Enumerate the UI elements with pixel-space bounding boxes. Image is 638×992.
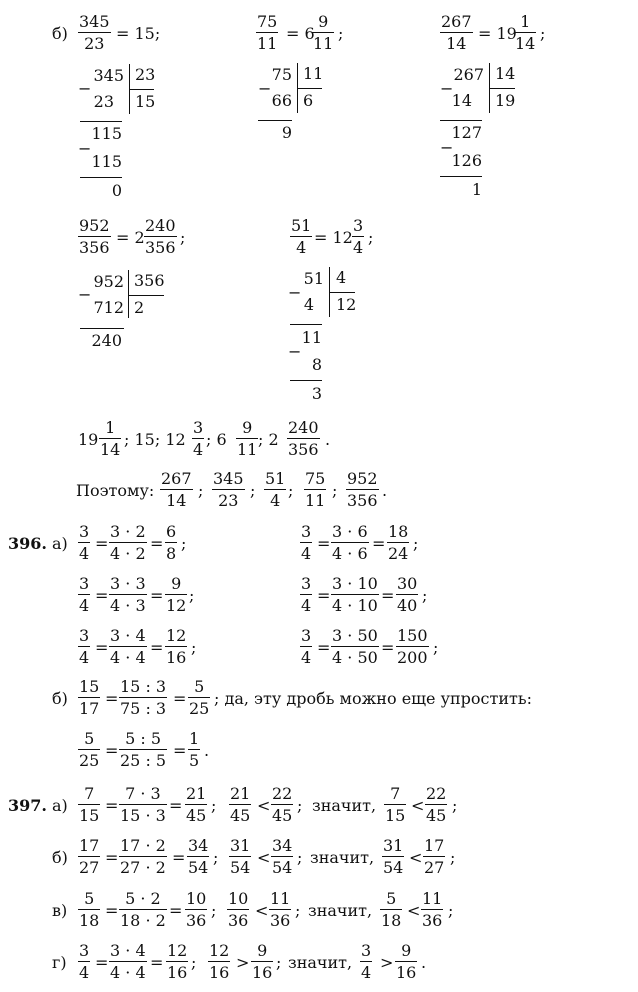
fraction: 31 54 — [230, 836, 251, 877]
fraction: 3 4 — [301, 574, 312, 615]
list-separator: ; — [332, 481, 338, 500]
fraction: 267 14 — [161, 469, 192, 510]
equals-sign: = — [105, 689, 119, 708]
fraction: 240 356 — [145, 216, 176, 257]
minus-sign: − — [440, 138, 454, 157]
part-label: б) — [52, 848, 68, 867]
fraction: 3 · 4 4 · 4 — [110, 941, 146, 982]
equals-sign: = — [95, 638, 109, 657]
equation-text: ; — [368, 228, 374, 247]
problem-number: 397. — [8, 796, 47, 815]
fraction: 150 200 — [397, 626, 428, 667]
equation-text: ; — [338, 24, 344, 43]
list-separator: ; — [250, 481, 256, 500]
equals-sign: = — [105, 741, 119, 760]
list-separator: ; 6 — [206, 430, 227, 449]
period: . — [204, 741, 210, 760]
list-separator: ; 15; 12 — [124, 430, 186, 449]
fraction: 11 36 — [270, 889, 291, 930]
division-divisor: 11 — [303, 64, 324, 83]
division-value: 66 — [271, 91, 292, 110]
fraction: 345 23 — [79, 12, 110, 53]
division-value: 952 — [93, 272, 124, 291]
semicolon: ; — [181, 534, 187, 553]
division-value: 126 — [451, 151, 482, 170]
equals-sign: = — [173, 741, 187, 760]
semicolon: ; — [276, 953, 282, 972]
fraction: 34 54 — [188, 836, 209, 877]
list-separator: ; — [288, 481, 294, 500]
fraction: 7 15 — [79, 784, 100, 825]
equation-text: = 2 — [116, 228, 145, 247]
remark-text: ; да, эту дробь можно еще упростить: — [214, 689, 532, 708]
division-value: 4 — [303, 295, 314, 314]
fraction: 12 16 — [167, 941, 188, 982]
semicolon: ; — [191, 953, 197, 972]
minus-sign: − — [288, 283, 302, 302]
equals-sign: = — [317, 586, 331, 605]
hence-label: Поэтому: — [76, 481, 155, 500]
part-a-label: а) — [52, 534, 68, 553]
semicolon: ; — [295, 901, 301, 920]
relation-sign: < — [407, 901, 421, 920]
division-quotient: 15 — [135, 92, 156, 111]
fraction: 5 25 — [189, 677, 210, 718]
fraction: 75 11 — [305, 469, 326, 510]
division-line — [290, 324, 322, 325]
division-bar — [128, 270, 129, 318]
fraction: 5 18 — [381, 889, 402, 930]
part-label: в) — [52, 901, 68, 920]
semicolon: ; — [448, 901, 454, 920]
fraction: 9 11 — [237, 418, 258, 459]
period: . — [421, 953, 427, 972]
equals-sign: = — [172, 848, 186, 867]
equals-sign: = — [381, 638, 395, 657]
equation-text: ; — [180, 228, 186, 247]
fraction: 11 36 — [422, 889, 443, 930]
semicolon: ; — [422, 586, 428, 605]
division-value: 115 — [91, 152, 122, 171]
relation-sign: < — [257, 848, 271, 867]
relation-sign: > — [380, 953, 394, 972]
semicolon: ; — [211, 901, 217, 920]
fraction: 3 4 — [79, 941, 90, 982]
relation-sign: < — [411, 796, 425, 815]
division-value: 712 — [93, 298, 124, 317]
equation-text: = 15; — [116, 24, 161, 43]
division-quotient: 12 — [336, 295, 357, 314]
fraction: 3 · 6 4 · 6 — [332, 522, 368, 563]
list-separator: . — [325, 430, 331, 449]
minus-sign: − — [78, 139, 92, 158]
mixed-whole: 19 — [78, 430, 99, 449]
division-value: 267 — [453, 65, 484, 84]
division-remainder: 1 — [471, 180, 482, 199]
fraction: 51 4 — [265, 469, 286, 510]
semicolon: ; — [297, 796, 303, 815]
division-quotient: 2 — [134, 298, 145, 317]
equation-text: ; — [540, 24, 546, 43]
division-divisor: 4 — [336, 268, 347, 287]
fraction: 12 16 — [166, 626, 187, 667]
fraction: 9 12 — [166, 574, 187, 615]
fraction: 9 16 — [252, 941, 273, 982]
semicolon: ; — [433, 638, 439, 657]
minus-sign: − — [288, 342, 302, 361]
fraction: 5 : 5 25 : 5 — [120, 729, 167, 770]
semicolon: ; — [413, 534, 419, 553]
division-line — [440, 176, 482, 177]
equals-sign: = — [317, 638, 331, 657]
fraction: 17 27 — [79, 836, 100, 877]
division-bar — [129, 89, 154, 90]
relation-sign: < — [257, 796, 271, 815]
minus-sign: − — [78, 285, 92, 304]
fraction: 240 356 — [288, 418, 319, 459]
fraction: 1 5 — [189, 729, 200, 770]
division-value: 51 — [303, 269, 324, 288]
fraction: 9 11 — [313, 12, 334, 53]
conclusion-word: значит, — [288, 953, 353, 972]
semicolon: ; — [452, 796, 458, 815]
fraction: 17 27 — [424, 836, 445, 877]
equation-text: = 6 — [286, 24, 315, 43]
fraction: 7 · 3 15 · 3 — [120, 784, 166, 825]
minus-sign: − — [258, 79, 272, 98]
semicolon: ; — [189, 586, 195, 605]
fraction: 3 4 — [361, 941, 372, 982]
part-b-label: б) — [52, 24, 68, 43]
relation-sign: < — [255, 901, 269, 920]
fraction: 31 54 — [383, 836, 404, 877]
division-remainder: 9 — [281, 123, 292, 142]
equals-sign: = — [105, 796, 119, 815]
fraction: 18 24 — [388, 522, 409, 563]
part-label: а) — [52, 796, 68, 815]
fraction: 7 15 — [385, 784, 406, 825]
minus-sign: − — [78, 79, 92, 98]
fraction: 30 40 — [397, 574, 418, 615]
list-separator: ; 2 — [258, 430, 279, 449]
fraction: 952 356 — [79, 216, 110, 257]
equals-sign: = — [173, 689, 187, 708]
division-line — [258, 120, 292, 121]
fraction: 3 4 — [79, 626, 90, 667]
division-divisor: 14 — [495, 64, 516, 83]
fraction: 22 45 — [426, 784, 447, 825]
division-remainder: 3 — [311, 384, 322, 403]
relation-sign: > — [236, 953, 250, 972]
fraction: 17 · 2 27 · 2 — [120, 836, 166, 877]
equals-sign: = — [95, 953, 109, 972]
division-value: 127 — [451, 123, 482, 142]
division-line — [290, 380, 322, 381]
fraction: 51 4 — [291, 216, 312, 257]
equals-sign: = — [150, 953, 164, 972]
fraction: 3 · 3 4 · 3 — [110, 574, 146, 615]
fraction: 3 · 4 4 · 4 — [110, 626, 146, 667]
fraction: 21 45 — [186, 784, 207, 825]
division-line — [440, 120, 482, 121]
division-value: 115 — [91, 124, 122, 143]
fraction: 3 4 — [353, 216, 364, 257]
division-quotient: 19 — [495, 91, 516, 110]
equals-sign: = — [150, 534, 164, 553]
minus-sign: − — [440, 79, 454, 98]
division-line — [80, 177, 122, 178]
fraction: 5 25 — [79, 729, 100, 770]
division-value: 345 — [93, 66, 124, 85]
division-quotient: 6 — [303, 91, 314, 110]
fraction: 3 4 — [301, 522, 312, 563]
problem-number: 396. — [8, 534, 47, 553]
semicolon: ; — [211, 796, 217, 815]
division-value: 8 — [311, 355, 322, 374]
semicolon: ; — [213, 848, 219, 867]
division-bar — [329, 292, 355, 293]
fraction: 5 · 2 18 · 2 — [120, 889, 166, 930]
fraction: 10 36 — [228, 889, 249, 930]
division-bar — [489, 88, 515, 89]
equals-sign: = — [169, 901, 183, 920]
fraction: 10 36 — [186, 889, 207, 930]
relation-sign: < — [409, 848, 423, 867]
part-b-label: б) — [52, 689, 68, 708]
equals-sign: = — [105, 848, 119, 867]
fraction: 3 · 2 4 · 2 — [110, 522, 146, 563]
conclusion-word: значит, — [308, 901, 373, 920]
fraction: 1 14 — [515, 12, 536, 53]
fraction: 3 4 — [193, 418, 204, 459]
division-value: 75 — [271, 65, 292, 84]
part-label: г) — [52, 953, 67, 972]
fraction: 6 8 — [166, 522, 177, 563]
division-remainder: 240 — [91, 331, 122, 350]
division-value: 14 — [451, 91, 472, 110]
division-value: 11 — [301, 328, 322, 347]
fraction: 15 : 3 75 : 3 — [120, 677, 167, 718]
equals-sign: = — [150, 586, 164, 605]
fraction: 22 45 — [272, 784, 293, 825]
equals-sign: = — [150, 638, 164, 657]
fraction: 9 16 — [396, 941, 417, 982]
semicolon: ; — [191, 638, 197, 657]
fraction: 5 18 — [79, 889, 100, 930]
semicolon: ; — [450, 848, 456, 867]
equation-text: = 19 — [478, 24, 517, 43]
equals-sign: = — [95, 586, 109, 605]
division-remainder: 0 — [111, 181, 122, 200]
list-separator: ; — [198, 481, 204, 500]
fraction: 3 · 10 4 · 10 — [332, 574, 378, 615]
equals-sign: = — [169, 796, 183, 815]
division-line — [80, 328, 124, 329]
list-separator: . — [382, 481, 388, 500]
division-divisor: 23 — [135, 65, 156, 84]
equals-sign: = — [381, 586, 395, 605]
equation-text: = 12 — [314, 228, 353, 247]
fraction: 267 14 — [441, 12, 472, 53]
division-bar — [297, 88, 322, 89]
equals-sign: = — [95, 534, 109, 553]
division-bar — [128, 295, 164, 296]
division-line — [80, 121, 122, 122]
fraction: 1 14 — [100, 418, 121, 459]
fraction: 952 356 — [347, 469, 378, 510]
fraction: 3 4 — [79, 574, 90, 615]
equals-sign: = — [317, 534, 331, 553]
equals-sign: = — [105, 901, 119, 920]
fraction: 3 4 — [301, 626, 312, 667]
conclusion-word: значит, — [310, 848, 375, 867]
semicolon: ; — [297, 848, 303, 867]
conclusion-word: значит, — [312, 796, 377, 815]
fraction: 3 4 — [79, 522, 90, 563]
fraction: 12 16 — [209, 941, 230, 982]
fraction: 21 45 — [230, 784, 251, 825]
fraction: 34 54 — [272, 836, 293, 877]
fraction: 15 17 — [79, 677, 100, 718]
division-divisor: 356 — [134, 271, 165, 290]
fraction: 345 23 — [213, 469, 244, 510]
fraction: 75 11 — [257, 12, 278, 53]
division-value: 23 — [93, 92, 114, 111]
equals-sign: = — [372, 534, 386, 553]
fraction: 3 · 50 4 · 50 — [332, 626, 378, 667]
